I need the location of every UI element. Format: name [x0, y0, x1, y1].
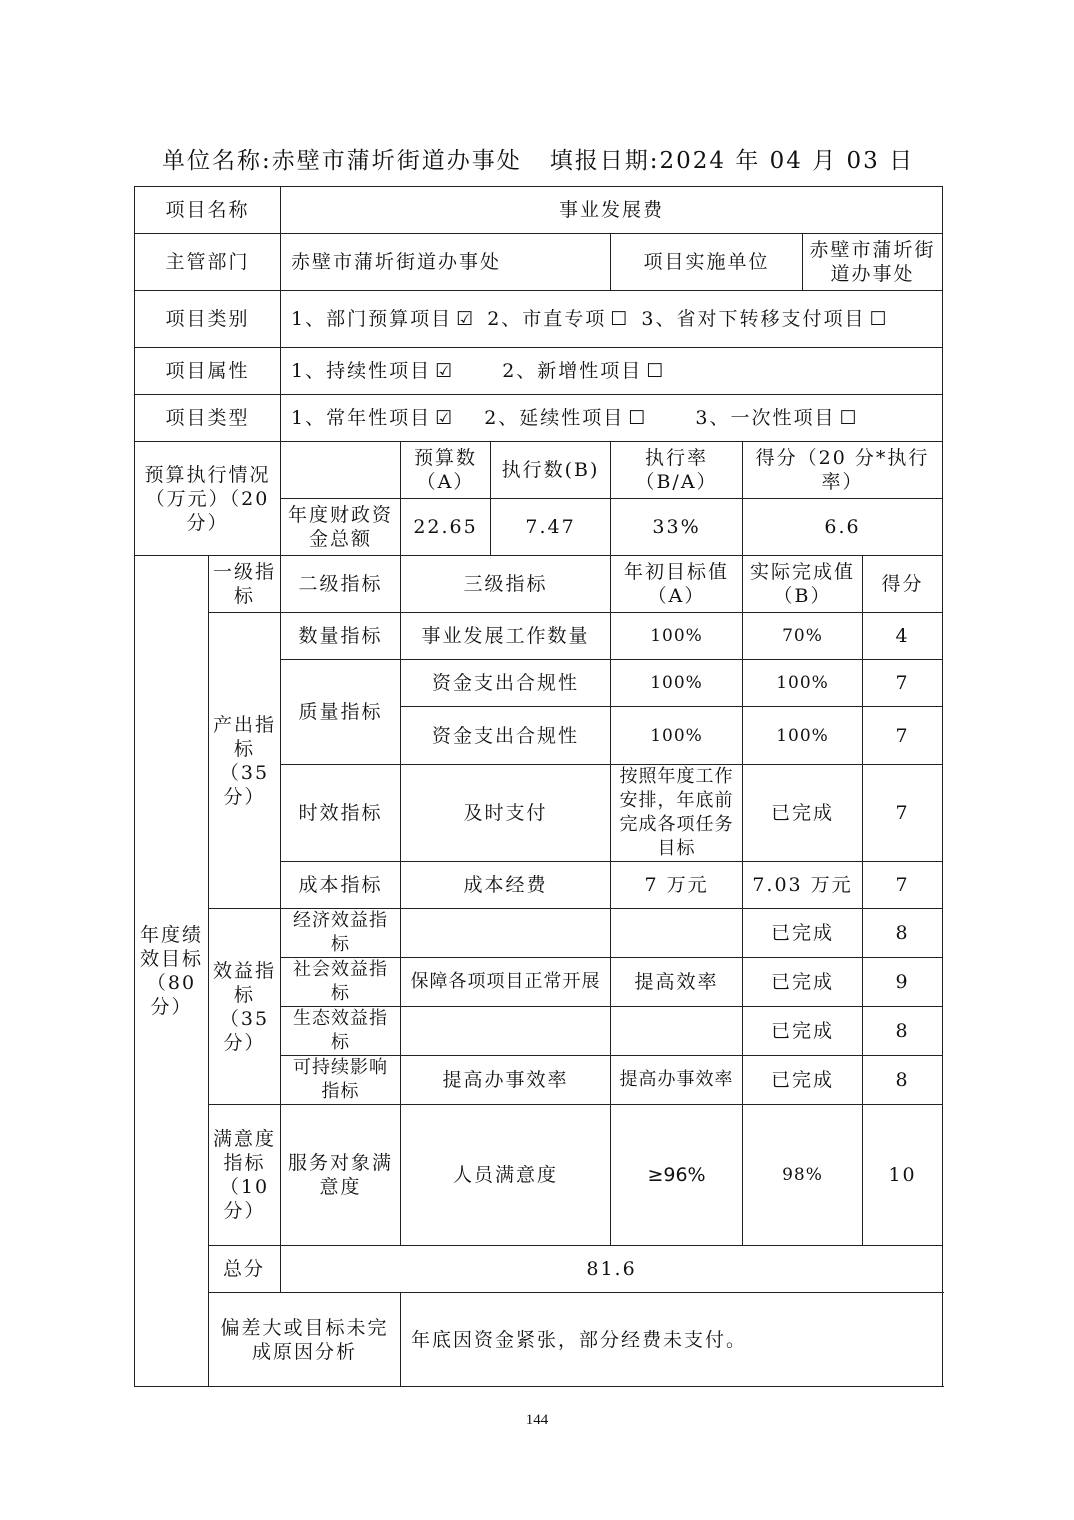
satisfaction-label: 满意度指标（10 分）	[209, 1105, 281, 1246]
row-deviation	[135, 1293, 943, 1387]
budget-b: 7.47	[491, 499, 611, 556]
perf-actual: 已完成	[743, 958, 863, 1007]
checkbox-empty-icon: ☐	[839, 407, 859, 429]
perf-target: ≥96%	[611, 1105, 743, 1246]
category-label: 项目类别	[135, 291, 281, 348]
perf-score: 4	[863, 613, 943, 660]
perf-actual: 70%	[743, 613, 863, 660]
total-value: 81.6	[281, 1246, 943, 1293]
checkbox-empty-icon: ☐	[628, 407, 648, 429]
budget-blank	[281, 442, 401, 499]
perf-l3	[401, 1007, 611, 1056]
unit-value: 赤壁市蒲圻街道办事处	[271, 148, 522, 174]
category-opt2: 2、市直专项	[487, 308, 607, 330]
category-opt3: 3、省对下转移支付项目	[641, 308, 866, 330]
checkbox-checked-icon: ☑	[456, 308, 476, 330]
checkbox-empty-icon: ☐	[610, 308, 630, 330]
date-label: 填报日期:	[549, 148, 660, 174]
table-row	[135, 1105, 943, 1246]
table-row	[135, 909, 943, 958]
perf-actual: 已完成	[743, 765, 863, 862]
perf-l2: 时效指标	[281, 765, 401, 862]
perf-l3: 保障各项项目正常开展	[401, 958, 611, 1007]
output-label: 产出指标（35 分）	[209, 613, 281, 909]
perf-l2: 社会效益指标	[281, 958, 401, 1007]
perf-l2: 服务对象满意度	[281, 1105, 401, 1246]
perf-target: 100%	[611, 707, 743, 765]
attribute-opt2: 2、新增性项目	[502, 360, 643, 382]
perf-score: 8	[863, 909, 943, 958]
perf-target: 提高效率	[611, 958, 743, 1007]
perf-h-level2: 二级指标	[281, 556, 401, 613]
budget-col-a: 预算数（A）	[401, 442, 491, 499]
perf-l3: 提高办事效率	[401, 1056, 611, 1105]
type-options	[281, 395, 943, 442]
budget-rate: 33%	[611, 499, 743, 556]
budget-label: 预算执行情况（万元）（20 分）	[135, 442, 281, 556]
perf-l3: 资金支出合规性	[401, 660, 611, 707]
perf-score: 10	[863, 1105, 943, 1246]
attribute-label: 项目属性	[135, 348, 281, 395]
total-label: 总分	[209, 1246, 281, 1293]
row-project-name	[135, 187, 943, 234]
type-label: 项目类型	[135, 395, 281, 442]
perf-target: 提高办事效率	[611, 1056, 743, 1105]
row-total	[135, 1246, 943, 1293]
category-options	[281, 291, 943, 348]
perf-h-level1: 一级指标	[209, 556, 281, 613]
type-opt1: 1、常年性项目	[291, 407, 432, 429]
perf-l3: 事业发展工作数量	[401, 613, 611, 660]
perf-l2: 数量指标	[281, 613, 401, 660]
table-row	[135, 613, 943, 660]
perf-l2: 经济效益指标	[281, 909, 401, 958]
budget-row-label: 年度财政资金总额	[281, 499, 401, 556]
perf-score: 9	[863, 958, 943, 1007]
project-name-label: 项目名称	[135, 187, 281, 234]
benefit-label: 效益指标（35 分）	[209, 909, 281, 1105]
deviation-label: 偏差大或目标未完成原因分析	[209, 1293, 401, 1387]
budget-col-score: 得分（20 分*执行率）	[743, 442, 943, 499]
perf-h-target: 年初目标值（A）	[611, 556, 743, 613]
checkbox-checked-icon: ☑	[435, 407, 455, 429]
perf-actual: 100%	[743, 707, 863, 765]
deviation-value: 年底因资金紧张，部分经费未支付。	[401, 1293, 943, 1387]
type-opt3: 3、一次性项目	[695, 407, 836, 429]
impl-value: 赤壁市蒲圻街道办事处	[803, 234, 943, 291]
row-budget-header	[135, 442, 943, 499]
unit-label: 单位名称:	[162, 148, 272, 174]
date-value: 2024 年 04 月 03 日	[659, 148, 915, 174]
row-department	[135, 234, 943, 291]
perf-score: 7	[863, 707, 943, 765]
perf-l3: 人员满意度	[401, 1105, 611, 1246]
type-opt2: 2、延续性项目	[484, 407, 625, 429]
attribute-options	[281, 348, 943, 395]
perf-h-score: 得分	[863, 556, 943, 613]
row-category	[135, 291, 943, 348]
perf-score: 7	[863, 862, 943, 909]
perf-l3	[401, 909, 611, 958]
checkbox-empty-icon: ☐	[646, 360, 666, 382]
performance-form-table	[134, 186, 943, 1387]
budget-col-rate: 执行率（B/A）	[611, 442, 743, 499]
checkbox-checked-icon: ☑	[435, 360, 455, 382]
perf-l2: 可持续影响指标	[281, 1056, 401, 1105]
project-name-value: 事业发展费	[281, 187, 943, 234]
perf-actual: 已完成	[743, 909, 863, 958]
row-perf-header	[135, 556, 943, 613]
perf-score: 8	[863, 1007, 943, 1056]
perf-score: 7	[863, 660, 943, 707]
perf-l2: 成本指标	[281, 862, 401, 909]
perf-l3: 及时支付	[401, 765, 611, 862]
checkbox-empty-icon: ☐	[869, 308, 889, 330]
perf-target	[611, 1007, 743, 1056]
perf-target: 按照年度工作安排，年底前完成各项任务目标	[611, 765, 743, 862]
perf-l3: 资金支出合规性	[401, 707, 611, 765]
perf-h-level3: 三级指标	[401, 556, 611, 613]
perf-target: 7 万元	[611, 862, 743, 909]
category-opt1: 1、部门预算项目	[291, 308, 453, 330]
perf-l2: 生态效益指标	[281, 1007, 401, 1056]
attribute-opt1: 1、持续性项目	[291, 360, 432, 382]
dept-label: 主管部门	[135, 234, 281, 291]
perf-score: 8	[863, 1056, 943, 1105]
budget-score: 6.6	[743, 499, 943, 556]
perf-h-actual: 实际完成值（B）	[743, 556, 863, 613]
perf-target: 100%	[611, 613, 743, 660]
row-type	[135, 395, 943, 442]
perf-actual: 7.03 万元	[743, 862, 863, 909]
dept-value: 赤壁市蒲圻街道办事处	[281, 234, 611, 291]
perf-actual: 98%	[743, 1105, 863, 1246]
page-number: 144	[525, 1412, 549, 1428]
perf-score: 7	[863, 765, 943, 862]
budget-col-b: 执行数(B)	[491, 442, 611, 499]
row-attribute	[135, 348, 943, 395]
budget-a: 22.65	[401, 499, 491, 556]
perf-actual: 已完成	[743, 1007, 863, 1056]
perf-target: 100%	[611, 660, 743, 707]
form-header	[162, 142, 922, 176]
perf-l3: 成本经费	[401, 862, 611, 909]
perf-label: 年度绩效目标（80 分）	[135, 556, 209, 1387]
perf-actual: 已完成	[743, 1056, 863, 1105]
perf-target	[611, 909, 743, 958]
perf-actual: 100%	[743, 660, 863, 707]
impl-label: 项目实施单位	[611, 234, 803, 291]
perf-l2: 质量指标	[281, 660, 401, 765]
